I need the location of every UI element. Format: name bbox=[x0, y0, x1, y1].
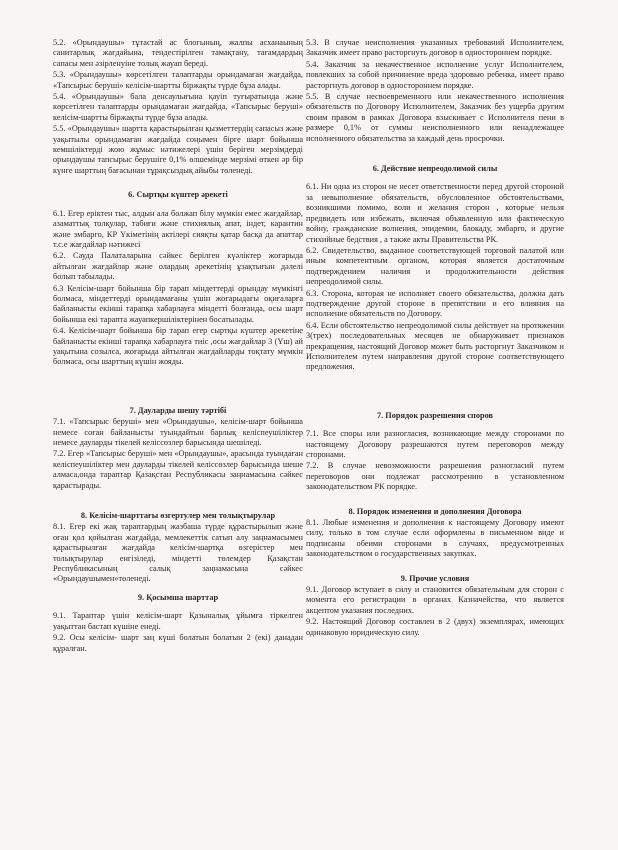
kz-clause-9-1: 9.1. Тараптар үшін келісім-шарт Қазыналық ұйымға тіркелген уақыттан бастап күшіне енеді. bbox=[53, 611, 303, 631]
ru-clause-8-1: 8.1. Любые изменения и дополнения к настоящему Договору имеют силу, только в том случае если оформлены в письменном виде и подписаны обеими сторонами в случаях, предусмотренных законодательством о государственных закупках. bbox=[306, 518, 564, 559]
ru-clause-6-1: 6.1. Ни одна из сторон не несет ответственности перед другой стороной за невыполнение обязательств, обусловленное обстоятельствами, возникшими помимо, воли и желания сторон , которые нельзя предвидеть или избежать, включая объявленную или фактическую войну, гражданские волнения, эпидемии, блокаду, эмбарго, и другие стихийные бедствия , а также акты Правительства РК. bbox=[306, 182, 564, 244]
ru-heading-8: 8. Порядок изменения и дополнения Договора bbox=[348, 506, 522, 516]
kz-clause-5-3: 5.3. «Орындаушы» көрсетілген талаптарды орындамаған жағдайда, «Тапсырыс беруші» келісім-шартты біржақты түрде бұза алады. bbox=[53, 70, 303, 90]
ru-clause-6-4: 6.4. Если обстоятельство непреодолимой силы действует на протяжении 3(трех) последовательных месяцев не обнаруживает признаков прекращения, настоящий Договор может быть расторгнут Заказчиком и Исполнителем путем направления другой стороне соответствующего предложения. bbox=[306, 320, 564, 372]
kz-heading-9: 9. Қосымша шарттар bbox=[137, 592, 219, 602]
kz-clause-6-1: 6.1. Егер еріктен тыс, алдын ала болжап білу мүмкін емес жағдайлар, азаматтық толқулар, табиғи және стихиялық апат, індет, карантин және эмбарго, КР Үкіметінің актілері сияқты қатар басқа да апаттар т.с.е жағдайлар нәтижесі bbox=[53, 208, 303, 249]
ru-clause-5-4: 5.4. Заказчик за некачественное исполнение услуг Исполнителем, повлекших за собой причинение вреда здоровью ребенка, имеет право расторгнуть договор в одностороннем порядке. bbox=[306, 59, 564, 90]
kz-clause-9-2: 9.2. Осы келісім- шарт заң күші болатын болатын 2 (екі) данадан құралған. bbox=[53, 633, 303, 653]
ru-clause-7-1: 7.1. Все споры или разногласия, возникающие между сторонами по настоящему Договору разрешаются путем переговоров между сторонами. bbox=[306, 429, 564, 459]
ru-clause-7-2: 7.2. В случае невозможности разрешения разногласий путем переговоров они подлежат рассмотрению в установленном законодательством РК порядке. bbox=[306, 461, 564, 492]
kz-clause-6-4: 6.4. Келісім-шарт бойынша бір тарап егер сыртқы күштер әрекетіне байланысты екінші тарапқа хабарлауға тиіс ,осы жағдайлар 3 (Үш) ай уақытына созылса, жоғарыда айтылған жағдайларды тоқтату мүмкін болмаса, осы шарттың күшін жояды. bbox=[53, 326, 303, 367]
kz-clause-7-1: 7.1. «Тапсырыс беруші» мен «Орындаушы», келісім-шарт бойынша немесе соған байланысты туындайтын барлық келіспеушіліктер немесе дауларды тікелей келіссөзлер барысында шешіледі. bbox=[53, 417, 303, 447]
kz-clause-5-5: 5.5. «Орындаушы» шартта қарастырылған қызметтердің сапасыз және уақытылы орындамаған жағдайда соңымен бірге шарт бойынша кемшіліктерді жою жұмыс нәтижелері үшін беріген мерзімдерді орындаушы тапсырыс берушіге 0,1% өлшемінде мерзімі өткен әр бір күнге шарттың бағасынан тұрақсыздық айыбы төленеді. bbox=[53, 124, 303, 175]
kz-clause-5-2: 5.2. «Орындаушы» тұтастай ас блогының, жалпы асханаының санитарлық жағдайына, тендестірілген тамақтану, тағамдардың сапасы мен әзірленуіне толық жауап береді. bbox=[53, 38, 303, 68]
ru-clause-9-2: 9.2. Настоящий Договор составлен в 2 (двух) экземплярах, имеющих одинаковую юридическую силу. bbox=[306, 617, 564, 637]
kz-clause-8-1: 8.1. Егер екі жақ тараптардың жазбаша түрде құрастырылып және оған қол қойылған жағдайда, мемлекеттік сатып алу заңнамасымен қарастырылған жағдайда келісім-шартқа өзгерістер мен толықтырулар енгізіледі, міндетті төлемдер Қазақстан Республикасының салық заңнамасына сәйкес «Орындаушымен»төленеді. bbox=[53, 522, 303, 584]
ru-heading-9: 9. Прочие условия bbox=[400, 573, 470, 583]
kz-heading-6: 6. Сыртқы күштер әрекеті bbox=[128, 190, 228, 200]
ru-clause-6-3: 6.3. Сторона, которая не исполняет своего обязательства, должна дать подтверждение другой стороне в препятствии и его влияния на исполнение обязательств по Договору. bbox=[306, 288, 564, 319]
ru-clause-5-5: 5.5. В случае несвоевременного или некачественного исполнения обязательств по Договору Исполнителем, Заказчик без ущерба другим своим правом в рамках Договора взыскивает с Исполнителя пени в размере 0,1% от суммы неисполненного или ненадлежащее исполненного обязательства за каждый день просрочки. bbox=[306, 92, 564, 143]
kz-heading-8: 8. Келісім-шарттағы өзгертулер мен толықтырулар bbox=[80, 511, 276, 521]
ru-clause-9-1: 9.1. Договор вступает в силу и становится обязательным для сторон с момента его регистрации в органах Казначейства, что является акцептом указания последних. bbox=[306, 585, 564, 615]
kz-clause-7-2: 7.2. Егер «Тапсырыс беруші» мен «Орындаушы», арасында туындаған келіспеушіліктер мен дауларды тікелей келіссөзлер барысында шеше алмаса,онда тараптар Қазақстан Республикасы заңнамасына сәйкес қарастырады. bbox=[53, 449, 303, 490]
kz-clause-6-2: 6.2. Сауда Палаталарына сәйкес берілген күәліктер жоғарыда айтылған жағдайлар және олардың әрекетінің ұзақтығын дәлелі болып табылады. bbox=[53, 251, 303, 282]
kz-clause-5-4: 5.4. «Орындаушы» бала денсаулығына қауіп туғыратында және көрсетілген талаптарды орындамаған жағдайда, «Тапсырыс беруші» келісім-шартты біржақты түрде бұза алады. bbox=[53, 92, 303, 122]
ru-heading-7: 7. Порядок разрешения споров bbox=[376, 410, 494, 420]
ru-clause-6-2: 6.2. Свидетельство, выданное соответствующей торговой палатой или иным компетентным органом, которая является достаточным подтверждением наличия и продолжительности действия непреодолимой силы. bbox=[306, 245, 564, 287]
ru-heading-6: 6. Действие непреодолимой силы bbox=[372, 164, 498, 174]
ru-clause-5-3: 5.3. В случае неисполнения указанных требований Исполнителем, Заказчик имеет право расторгнуть договор в одностороннем порядке. bbox=[306, 38, 564, 58]
kz-heading-7: 7. Дауларды шешу тәртібі bbox=[129, 405, 227, 415]
russian-column bbox=[306, 38, 564, 638]
kz-clause-6-3: 6.3 Келісім-шарт бойынша бір тарап міндеттерді орындау мүмкінгі болмаса, міндеттерді орындамағаны үшін жоғарыдағы оқиғаларға байланысты екінші тарапқа хабарлауға міндетті болғанда, осы шарт бойынша екі тарапта жауапкершіліктерінен босатылады. bbox=[53, 283, 303, 324]
kazakh-column bbox=[53, 38, 303, 654]
